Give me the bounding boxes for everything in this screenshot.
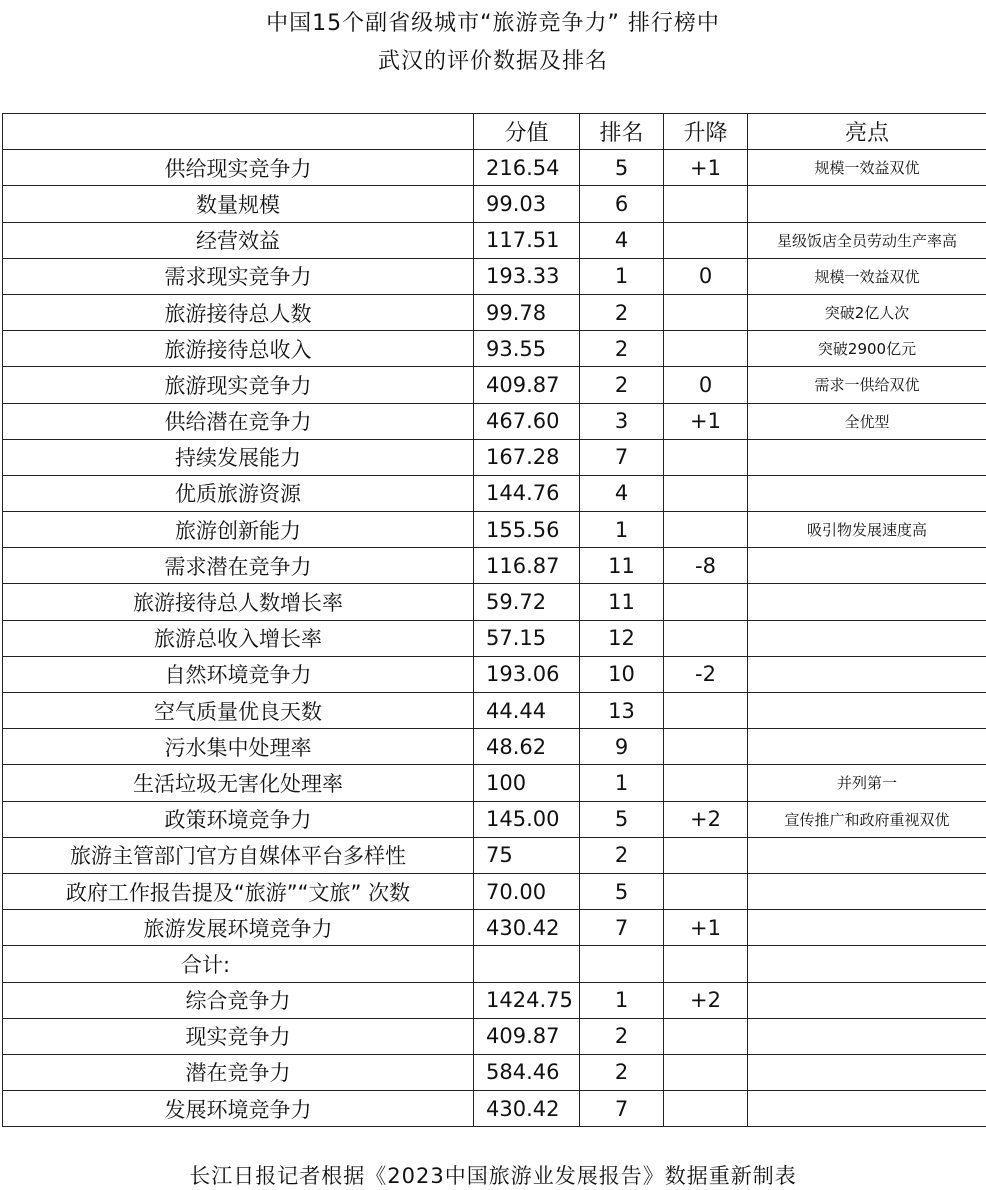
row-score: 409.87 xyxy=(474,367,580,403)
row-rank: 6 xyxy=(580,186,664,222)
row-highlight xyxy=(748,1018,986,1054)
row-rank: 9 xyxy=(580,729,664,765)
row-change xyxy=(664,837,748,873)
table-row xyxy=(3,620,986,656)
row-score: 100 xyxy=(474,765,580,801)
row-change xyxy=(664,729,748,765)
row-label: 需求现实竞争力 xyxy=(3,258,474,294)
row-label: 政府工作报告提及“旅游”“文旅” 次数 xyxy=(3,873,474,909)
table-row xyxy=(3,837,986,873)
row-label: 旅游创新能力 xyxy=(3,512,474,548)
row-change: -8 xyxy=(664,548,748,584)
table-row xyxy=(3,656,986,692)
row-score: 216.54 xyxy=(474,150,580,186)
header-change: 升降 xyxy=(664,114,748,150)
row-rank: 2 xyxy=(580,1054,664,1090)
table-row xyxy=(3,258,986,294)
row-rank: 13 xyxy=(580,693,664,729)
row-score: 99.78 xyxy=(474,294,580,330)
table-row xyxy=(3,982,986,1018)
table-row xyxy=(3,367,986,403)
row-rank: 3 xyxy=(580,403,664,439)
row-highlight: 星级饭店全员劳动生产率高 xyxy=(748,222,986,258)
row-highlight xyxy=(748,548,986,584)
row-highlight xyxy=(748,1054,986,1090)
row-rank: 1 xyxy=(580,982,664,1018)
table-row xyxy=(3,439,986,475)
row-change xyxy=(664,1018,748,1054)
table-row xyxy=(3,1018,986,1054)
row-change xyxy=(664,1054,748,1090)
table-row xyxy=(3,693,986,729)
row-highlight: 突破2900亿元 xyxy=(748,331,986,367)
table-row xyxy=(3,1054,986,1090)
row-highlight xyxy=(748,729,986,765)
row-score: 430.42 xyxy=(474,1091,580,1127)
row-highlight xyxy=(748,1091,986,1127)
row-label: 旅游接待总收入 xyxy=(3,331,474,367)
row-label: 数量规模 xyxy=(3,186,474,222)
row-score: 116.87 xyxy=(474,548,580,584)
header-rank: 排名 xyxy=(580,114,664,150)
row-score: 57.15 xyxy=(474,620,580,656)
table-row xyxy=(3,150,986,186)
row-label: 优质旅游资源 xyxy=(3,475,474,511)
table-row xyxy=(3,910,986,946)
table-row xyxy=(3,294,986,330)
row-highlight: 突破2亿人次 xyxy=(748,294,986,330)
row-change xyxy=(664,873,748,909)
row-rank: 2 xyxy=(580,294,664,330)
row-score: 48.62 xyxy=(474,729,580,765)
row-rank: 11 xyxy=(580,584,664,620)
row-label: 空气质量优良天数 xyxy=(3,693,474,729)
table-row xyxy=(3,729,986,765)
table-row xyxy=(3,765,986,801)
row-label: 发展环境竞争力 xyxy=(3,1091,474,1127)
table-row xyxy=(3,584,986,620)
row-rank xyxy=(580,946,664,982)
row-rank: 5 xyxy=(580,873,664,909)
row-highlight xyxy=(748,584,986,620)
row-label: 供给潜在竞争力 xyxy=(3,403,474,439)
row-score: 144.76 xyxy=(474,475,580,511)
row-label: 经营效益 xyxy=(3,222,474,258)
row-score: 155.56 xyxy=(474,512,580,548)
row-highlight: 宣传推广和政府重视双优 xyxy=(748,801,986,837)
row-change xyxy=(664,584,748,620)
row-change: 0 xyxy=(664,367,748,403)
row-change xyxy=(664,693,748,729)
header-highlight: 亮点 xyxy=(748,114,986,150)
row-highlight: 规模一效益双优 xyxy=(748,150,986,186)
row-score: 44.44 xyxy=(474,693,580,729)
row-score: 59.72 xyxy=(474,584,580,620)
row-score: 167.28 xyxy=(474,439,580,475)
row-label: 旅游现实竞争力 xyxy=(3,367,474,403)
row-rank: 4 xyxy=(580,222,664,258)
row-rank: 2 xyxy=(580,367,664,403)
table-row xyxy=(3,186,986,222)
row-rank: 11 xyxy=(580,548,664,584)
row-score: 409.87 xyxy=(474,1018,580,1054)
row-rank: 7 xyxy=(580,439,664,475)
table-row xyxy=(3,801,986,837)
source-note: 长江日报记者根据《2023中国旅游业发展报告》数据重新制表 xyxy=(189,1164,797,1188)
row-change: +1 xyxy=(664,403,748,439)
row-change xyxy=(664,1091,748,1127)
row-change xyxy=(664,439,748,475)
row-rank: 7 xyxy=(580,910,664,946)
row-rank: 5 xyxy=(580,801,664,837)
row-label: 现实竞争力 xyxy=(3,1018,474,1054)
row-highlight xyxy=(748,656,986,692)
row-label: 需求潜在竞争力 xyxy=(3,548,474,584)
row-change: 0 xyxy=(664,258,748,294)
row-change xyxy=(664,620,748,656)
row-label: 旅游发展环境竞争力 xyxy=(3,910,474,946)
row-change xyxy=(664,765,748,801)
row-score: 70.00 xyxy=(474,873,580,909)
row-highlight xyxy=(748,982,986,1018)
row-rank: 2 xyxy=(580,331,664,367)
row-score: 93.55 xyxy=(474,331,580,367)
row-highlight: 需求一供给双优 xyxy=(748,367,986,403)
row-label: 旅游主管部门官方自媒体平台多样性 xyxy=(3,837,474,873)
row-rank: 1 xyxy=(580,258,664,294)
row-score: 1424.75 xyxy=(474,982,580,1018)
table-header-row xyxy=(3,114,986,150)
table-row xyxy=(3,946,986,982)
row-highlight xyxy=(748,910,986,946)
table-row xyxy=(3,548,986,584)
row-change xyxy=(664,186,748,222)
table-row xyxy=(3,331,986,367)
row-highlight xyxy=(748,475,986,511)
row-change xyxy=(664,294,748,330)
row-highlight: 吸引物发展速度高 xyxy=(748,512,986,548)
table-row xyxy=(3,873,986,909)
row-label: 旅游接待总人数增长率 xyxy=(3,584,474,620)
row-rank: 2 xyxy=(580,837,664,873)
row-highlight xyxy=(748,837,986,873)
row-change: +1 xyxy=(664,910,748,946)
document-subtitle: 武汉的评价数据及排名 xyxy=(377,49,608,74)
row-highlight: 全优型 xyxy=(748,403,986,439)
row-change: +2 xyxy=(664,801,748,837)
row-score xyxy=(474,946,580,982)
row-change xyxy=(664,512,748,548)
row-score: 193.33 xyxy=(474,258,580,294)
row-highlight xyxy=(748,439,986,475)
row-rank: 12 xyxy=(580,620,664,656)
table-row xyxy=(3,475,986,511)
row-rank: 1 xyxy=(580,512,664,548)
row-highlight: 规模一效益双优 xyxy=(748,258,986,294)
row-score: 584.46 xyxy=(474,1054,580,1090)
row-rank: 1 xyxy=(580,765,664,801)
row-score: 117.51 xyxy=(474,222,580,258)
row-highlight xyxy=(748,693,986,729)
header-score: 分值 xyxy=(474,114,580,150)
row-label: 生活垃圾无害化处理率 xyxy=(3,765,474,801)
row-score: 75 xyxy=(474,837,580,873)
row-rank: 5 xyxy=(580,150,664,186)
row-change xyxy=(664,475,748,511)
row-score: 430.42 xyxy=(474,910,580,946)
row-change xyxy=(664,946,748,982)
row-label: 政策环境竞争力 xyxy=(3,801,474,837)
table-row xyxy=(3,1091,986,1127)
row-label: 污水集中处理率 xyxy=(3,729,474,765)
row-label: 合计: xyxy=(3,946,474,982)
document-title: 中国15个副省级城市“旅游竞争力” 排行榜中 xyxy=(266,11,720,36)
ranking-table xyxy=(2,113,986,1127)
row-highlight xyxy=(748,186,986,222)
table-row xyxy=(3,222,986,258)
row-rank: 4 xyxy=(580,475,664,511)
row-score: 145.00 xyxy=(474,801,580,837)
row-change: +1 xyxy=(664,150,748,186)
row-highlight xyxy=(748,620,986,656)
row-rank: 2 xyxy=(580,1018,664,1054)
row-change: -2 xyxy=(664,656,748,692)
row-label: 旅游接待总人数 xyxy=(3,294,474,330)
row-change: +2 xyxy=(664,982,748,1018)
row-highlight xyxy=(748,946,986,982)
row-label: 旅游总收入增长率 xyxy=(3,620,474,656)
row-label: 潜在竞争力 xyxy=(3,1054,474,1090)
row-highlight xyxy=(748,873,986,909)
table-row xyxy=(3,403,986,439)
header-label xyxy=(3,114,474,150)
row-change xyxy=(664,331,748,367)
row-rank: 7 xyxy=(580,1091,664,1127)
row-label: 自然环境竞争力 xyxy=(3,656,474,692)
row-highlight: 并列第一 xyxy=(748,765,986,801)
row-label: 持续发展能力 xyxy=(3,439,474,475)
row-label: 供给现实竞争力 xyxy=(3,150,474,186)
row-score: 467.60 xyxy=(474,403,580,439)
table-row xyxy=(3,512,986,548)
row-label: 综合竞争力 xyxy=(3,982,474,1018)
row-score: 99.03 xyxy=(474,186,580,222)
row-score: 193.06 xyxy=(474,656,580,692)
row-change xyxy=(664,222,748,258)
row-rank: 10 xyxy=(580,656,664,692)
